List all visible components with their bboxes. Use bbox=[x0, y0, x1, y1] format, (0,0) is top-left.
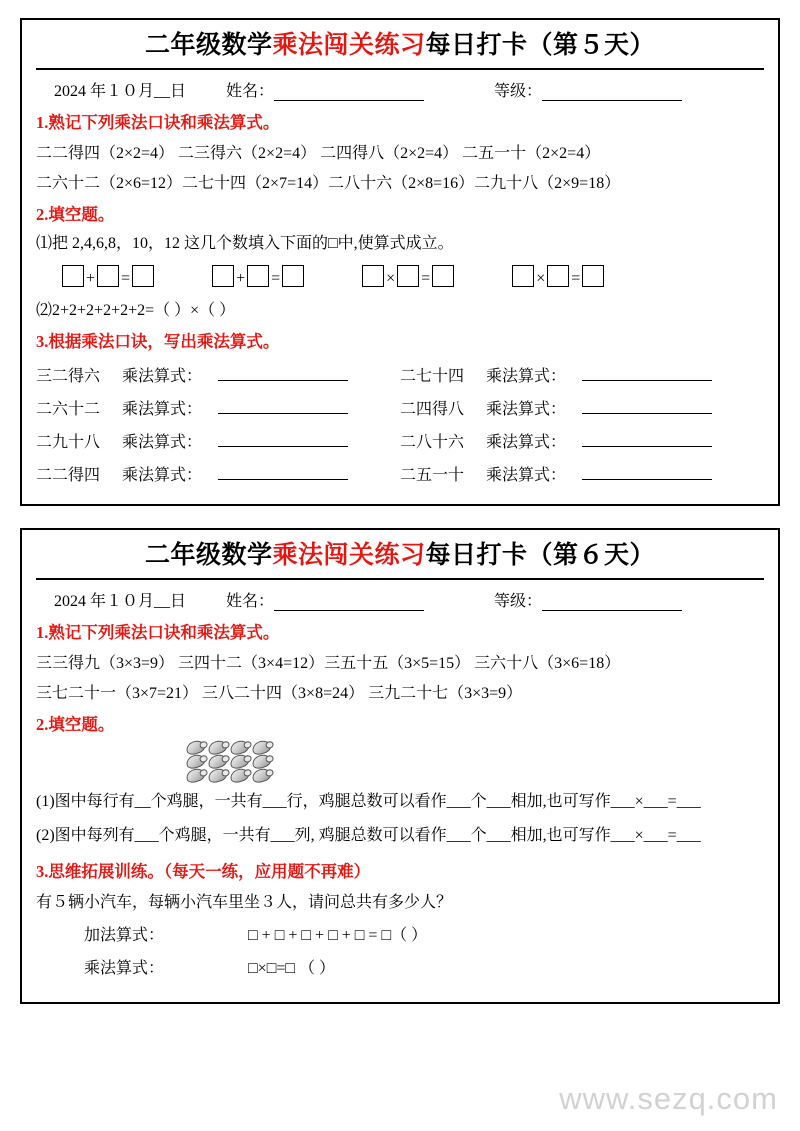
section2-heading: 2.填空题。 bbox=[36, 204, 115, 224]
mnemonic-word: 二七十四 bbox=[400, 368, 465, 386]
chicken-leg-icon bbox=[206, 766, 228, 784]
meta-row bbox=[36, 78, 764, 101]
equation-label: 乘法算式： bbox=[486, 467, 567, 485]
equation-label: 乘法算式： bbox=[486, 401, 567, 419]
mnemonic-word: 二二得四 bbox=[36, 467, 101, 485]
answer-box[interactable] bbox=[547, 265, 569, 287]
table-row bbox=[36, 457, 764, 490]
formula-line: 二二得四（2×2=4） 二三得六（2×2=4） 二四得八（2×2=4） 二五一十（2×2=4） bbox=[36, 144, 601, 162]
equation-label: 乘法算式： bbox=[122, 467, 203, 485]
title-highlight: 乘法闯关练习 bbox=[272, 542, 426, 570]
section3-heading: 3.思维拓展训练。（每天一练，应用题不再难） bbox=[36, 861, 371, 881]
grade-input[interactable] bbox=[542, 85, 682, 101]
equation-label: 乘法算式： bbox=[486, 368, 567, 386]
question-2-text: (2)图中每列有___个鸡腿，一共有___列, 鸡腿总数可以看作___个___相加,也可写作___×___=___ bbox=[36, 826, 701, 844]
answer-box[interactable] bbox=[247, 265, 269, 287]
equation-label: 乘法算式： bbox=[122, 368, 203, 386]
answer-box[interactable] bbox=[512, 265, 534, 287]
equation-label: 乘法算式： bbox=[122, 434, 203, 452]
formula-answer-table bbox=[36, 358, 764, 490]
name-input[interactable] bbox=[274, 85, 424, 101]
addition-answer-row bbox=[36, 922, 764, 945]
page-title bbox=[36, 540, 764, 580]
answer-blank[interactable] bbox=[582, 391, 764, 424]
chicken-legs-row bbox=[186, 755, 764, 768]
multiplication-answer-row bbox=[36, 955, 764, 978]
question-1-text: (1)图中每行有__个鸡腿，一共有___行，鸡腿总数可以看作___个___相加,也可写作___×___=___ bbox=[36, 792, 701, 810]
answer-box[interactable] bbox=[582, 265, 604, 287]
section2-heading: 2.填空题。 bbox=[36, 714, 115, 734]
addition-expression[interactable]: □ + □ + □ + □ + □ = □（ ） bbox=[248, 926, 428, 944]
name-label: 姓名： bbox=[226, 592, 275, 610]
meta-row bbox=[36, 588, 764, 611]
question-2-text: ⑵2+2+2+2+2+2=（ ）×（ ） bbox=[36, 302, 236, 320]
answer-blank[interactable] bbox=[218, 424, 400, 457]
worksheet-day5 bbox=[20, 18, 780, 506]
worksheet-day6 bbox=[20, 528, 780, 1004]
title-suffix: 每日打卡（第５天） bbox=[425, 32, 656, 59]
date-field: 2024 年１０月__日 bbox=[54, 592, 187, 610]
grade-label: 等级： bbox=[494, 592, 543, 610]
title-prefix: 二年级数学 bbox=[144, 542, 273, 570]
fill-group[interactable]: + = bbox=[60, 265, 156, 288]
answer-blank[interactable] bbox=[582, 358, 764, 391]
mnemonic-word: 二四得八 bbox=[400, 401, 465, 419]
chicken-leg-icon bbox=[250, 766, 272, 784]
answer-box[interactable] bbox=[362, 265, 384, 287]
section1-heading: 1.熟记下列乘法口诀和乘法算式。 bbox=[36, 112, 280, 132]
chicken-legs-row bbox=[186, 769, 764, 782]
mnemonic-word: 二六十二 bbox=[36, 401, 101, 419]
table-row bbox=[36, 358, 764, 391]
section3-heading: 3.根据乘法口诀，写出乘法算式。 bbox=[36, 332, 280, 352]
multiplication-label: 乘法算式： bbox=[84, 959, 165, 977]
answer-box[interactable] bbox=[432, 265, 454, 287]
question-1-text: ⑴把 2,4,6,8，10，12 这几个数填入下面的□中,使算式成立。 bbox=[36, 234, 454, 252]
chicken-leg-icon bbox=[228, 766, 250, 784]
answer-blank[interactable] bbox=[218, 391, 400, 424]
mnemonic-word: 三二得六 bbox=[36, 368, 101, 386]
answer-box[interactable] bbox=[97, 265, 119, 287]
answer-blank[interactable] bbox=[218, 358, 400, 391]
table-row bbox=[36, 391, 764, 424]
answer-box[interactable] bbox=[132, 265, 154, 287]
watermark: www.sezq.com bbox=[559, 1081, 778, 1116]
mnemonic-word: 二九十八 bbox=[36, 434, 101, 452]
section1-heading: 1.熟记下列乘法口诀和乘法算式。 bbox=[36, 622, 280, 642]
fill-group[interactable]: + = bbox=[210, 265, 306, 288]
chicken-leg-icon bbox=[184, 766, 206, 784]
fill-group[interactable]: × = bbox=[510, 265, 606, 288]
fill-boxes-row bbox=[36, 265, 764, 288]
chicken-legs-row bbox=[186, 741, 764, 754]
page-title bbox=[36, 30, 764, 70]
answer-box[interactable] bbox=[282, 265, 304, 287]
equation-label: 乘法算式： bbox=[486, 434, 567, 452]
formula-line: 三七二十一（3×7=21） 三八二十四（3×8=24） 三九二十七（3×3=9） bbox=[36, 684, 523, 702]
title-highlight: 乘法闯关练习 bbox=[272, 32, 426, 59]
name-label: 姓名： bbox=[226, 82, 275, 100]
answer-box[interactable] bbox=[62, 265, 84, 287]
table-row bbox=[36, 424, 764, 457]
multiplication-expression[interactable]: □×□=□ （ ） bbox=[248, 959, 336, 977]
answer-box[interactable] bbox=[397, 265, 419, 287]
grade-input[interactable] bbox=[542, 595, 682, 611]
chicken-legs-image bbox=[186, 741, 764, 782]
name-input[interactable] bbox=[274, 595, 424, 611]
answer-blank[interactable] bbox=[218, 457, 400, 490]
grade-label: 等级： bbox=[494, 82, 543, 100]
addition-label: 加法算式： bbox=[84, 926, 165, 944]
answer-blank[interactable] bbox=[582, 457, 764, 490]
formula-line: 二六十二（2×6=12）二七十四（2×7=14）二八十六（2×8=16）二九十八（2×9=18） bbox=[36, 174, 621, 192]
answer-blank[interactable] bbox=[582, 424, 764, 457]
title-prefix: 二年级数学 bbox=[144, 32, 273, 59]
formula-line: 三三得九（3×3=9） 三四十二（3×4=12）三五十五（3×5=15） 三六十八（3×6=18） bbox=[36, 654, 621, 672]
title-suffix: 每日打卡（第６天） bbox=[425, 542, 656, 570]
equation-label: 乘法算式： bbox=[122, 401, 203, 419]
fill-group[interactable]: × = bbox=[360, 265, 456, 288]
date-field: 2024 年１０月__日 bbox=[54, 82, 187, 100]
mnemonic-word: 二五一十 bbox=[400, 467, 465, 485]
mnemonic-word: 二八十六 bbox=[400, 434, 465, 452]
word-problem-text: 有５辆小汽车，每辆小汽车里坐３人，请问总共有多少人？ bbox=[36, 893, 453, 911]
answer-box[interactable] bbox=[212, 265, 234, 287]
